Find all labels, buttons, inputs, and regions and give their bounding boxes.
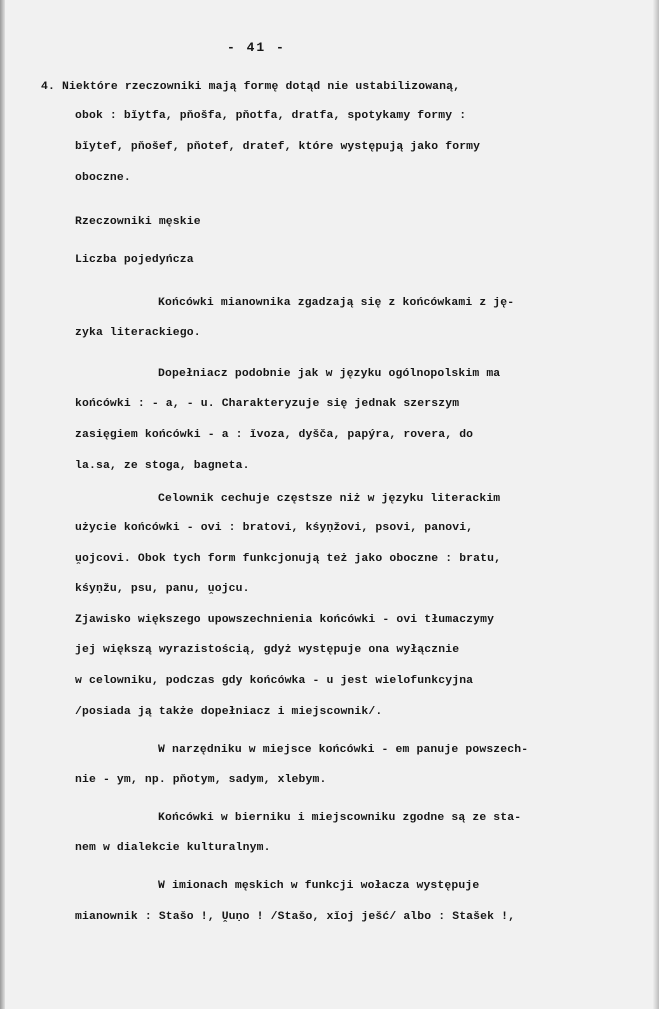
vocative-line-2: mianownik : Stašo !, Ṷuṇo ! /Stašo, xǐoj ješć/ albo : Stašek !, (75, 911, 516, 923)
subsection-heading: Liczba pojedyńcza (75, 254, 194, 266)
section-heading: Rzeczowniki męskie (75, 216, 201, 228)
dative-line-1: Celownik cechuje częstsze niż w języku literackim (158, 493, 501, 505)
nominative-line-1: Końcówki mianownika zgadzają się z końcówkami z ję- (158, 297, 515, 309)
nominative-line-2: zyka literackiego. (75, 327, 201, 339)
genitive-line-1: Dopełniacz podobnie jak w języku ogólnopolskim ma (158, 368, 501, 380)
paragraph-4-line-2: obok : bǐytfa, pňošfa, pňotfa, dratfa, spotykamy formy : (75, 110, 467, 122)
dative-explanation-line-2: jej większą wyrazistością, gdyż występuje ona wyłącznie (75, 644, 460, 656)
page-number: - 41 - (227, 40, 286, 55)
accusative-line-1: Końcówki w bierniku i miejscowniku zgodne są ze sta- (158, 812, 522, 824)
dative-explanation-line-3: w celowniku, podczas gdy końcówka - u jest wielofunkcyjna (75, 675, 474, 687)
instrumental-line-2: nie - ym, np. pňotym, sadym, xlebym. (75, 774, 327, 786)
dative-line-2: użycie końcówki - ovi : bratovi, kśyṇžovi, psovi, panovi, (75, 522, 474, 534)
accusative-line-2: nem w dialekcie kulturalnym. (75, 842, 271, 854)
instrumental-line-1: W narzędniku w miejsce końcówki - em panuje powszech- (158, 744, 529, 756)
dative-line-4: kśyṇžu, psu, panu, ṷojcu. (75, 583, 250, 595)
genitive-line-3: zasięgiem końcówki - a : ǐvoza, dyšča, papýra, rovera, do (75, 429, 474, 441)
paragraph-4-line-3: bǐytef, pňošef, pňotef, dratef, które występują jako formy (75, 141, 481, 153)
paragraph-4-line-4: oboczne. (75, 172, 131, 184)
paragraph-4-line-1: 4. Niektóre rzeczowniki mają formę dotąd nie ustabilizowaną, (41, 81, 461, 93)
vocative-line-1: W imionach męskich w funkcji wołacza występuje (158, 880, 480, 892)
dative-line-3: ṷojcovi. Obok tych form funkcjonują też jako oboczne : bratu, (75, 553, 502, 565)
dative-explanation-line-1: Zjawisko większego upowszechnienia końcówki - ovi tłumaczymy (75, 614, 495, 626)
genitive-line-2: końcówki : - a, - u. Charakteryzuje się jednak szerszym (75, 398, 460, 410)
genitive-line-4: la.sa, ze stoga, bagneta. (75, 460, 250, 472)
dative-explanation-line-4: /posiada ją także dopełniacz i miejscownik/. (75, 706, 383, 718)
